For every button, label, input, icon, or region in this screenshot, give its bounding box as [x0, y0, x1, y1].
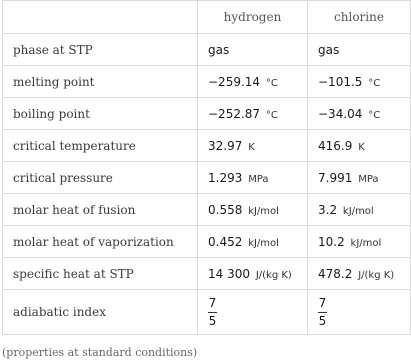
unit: MPa	[358, 173, 379, 185]
fraction	[208, 296, 217, 329]
chlorine-value-cell	[308, 98, 411, 130]
chlorine-value-cell	[308, 226, 411, 258]
footnote: (properties at standard conditions)	[2, 346, 198, 359]
unit: °C	[368, 77, 381, 89]
table-row	[3, 66, 411, 98]
row-label: molar heat of vaporization	[3, 226, 198, 258]
hydrogen-value-cell	[198, 258, 308, 290]
chlorine-value-cell	[308, 162, 411, 194]
unit: °C	[265, 77, 278, 89]
header-chlorine: chlorine	[308, 1, 411, 34]
table-row	[3, 258, 411, 290]
table-row	[3, 194, 411, 226]
row-label: critical pressure	[3, 162, 198, 194]
table-row	[3, 34, 411, 66]
value: −101.5	[318, 74, 363, 89]
value: −34.04	[318, 106, 363, 121]
chlorine-value-cell	[308, 194, 411, 226]
value: 478.2	[318, 266, 353, 281]
unit: J/(kg K)	[255, 269, 292, 281]
header-hydrogen: hydrogen	[198, 1, 308, 34]
hydrogen-value-cell	[198, 194, 308, 226]
value: −252.87	[208, 106, 261, 121]
table-row	[3, 130, 411, 162]
value: 10.2	[318, 234, 345, 249]
value: 1.293	[208, 170, 243, 185]
fraction-denominator: 5	[208, 313, 217, 328]
chlorine-value-cell	[308, 130, 411, 162]
value: 32.97	[208, 138, 243, 153]
value: gas	[318, 42, 340, 57]
fraction-numerator: 7	[318, 295, 327, 310]
value: gas	[208, 42, 230, 57]
hydrogen-value-cell	[198, 130, 308, 162]
hydrogen-value-cell	[198, 290, 308, 335]
chlorine-value-cell	[308, 258, 411, 290]
unit: °C	[265, 109, 278, 121]
fraction-bar	[318, 312, 327, 313]
row-label: critical temperature	[3, 130, 198, 162]
unit: K	[248, 141, 255, 153]
fraction	[318, 296, 327, 329]
hydrogen-value-cell	[198, 226, 308, 258]
unit: K	[358, 141, 365, 153]
unit: kJ/mol	[248, 237, 279, 249]
table-row	[3, 98, 411, 130]
row-label: specific heat at STP	[3, 258, 198, 290]
value: 0.558	[208, 202, 243, 217]
fraction-bar	[208, 312, 217, 313]
unit: °C	[368, 109, 381, 121]
chlorine-value-cell	[308, 34, 411, 66]
chlorine-value-cell	[308, 66, 411, 98]
value: 416.9	[318, 138, 353, 153]
hydrogen-value-cell	[198, 162, 308, 194]
value: 7.991	[318, 170, 353, 185]
value: 3.2	[318, 202, 338, 217]
table-row	[3, 290, 411, 335]
value: 0.452	[208, 234, 243, 249]
header-empty-cell	[3, 1, 198, 34]
unit: kJ/mol	[342, 205, 374, 217]
unit: kJ/mol	[248, 205, 279, 217]
row-label: melting point	[3, 66, 198, 98]
row-label: adiabatic index	[3, 290, 198, 335]
fraction-denominator: 5	[318, 313, 327, 328]
properties-table	[2, 0, 411, 335]
fraction-numerator: 7	[208, 295, 217, 310]
row-label: boiling point	[3, 98, 198, 130]
table-header-row	[3, 1, 411, 34]
value: 14 300	[208, 266, 250, 281]
unit: J/(kg K)	[358, 269, 395, 281]
chlorine-value-cell	[308, 290, 411, 335]
hydrogen-value-cell	[198, 66, 308, 98]
hydrogen-value-cell	[198, 34, 308, 66]
table-row	[3, 162, 411, 194]
table-row	[3, 226, 411, 258]
row-label: phase at STP	[3, 34, 198, 66]
unit: MPa	[248, 173, 269, 185]
row-label: molar heat of fusion	[3, 194, 198, 226]
unit: kJ/mol	[350, 237, 382, 249]
value: −259.14	[208, 74, 261, 89]
hydrogen-value-cell	[198, 98, 308, 130]
